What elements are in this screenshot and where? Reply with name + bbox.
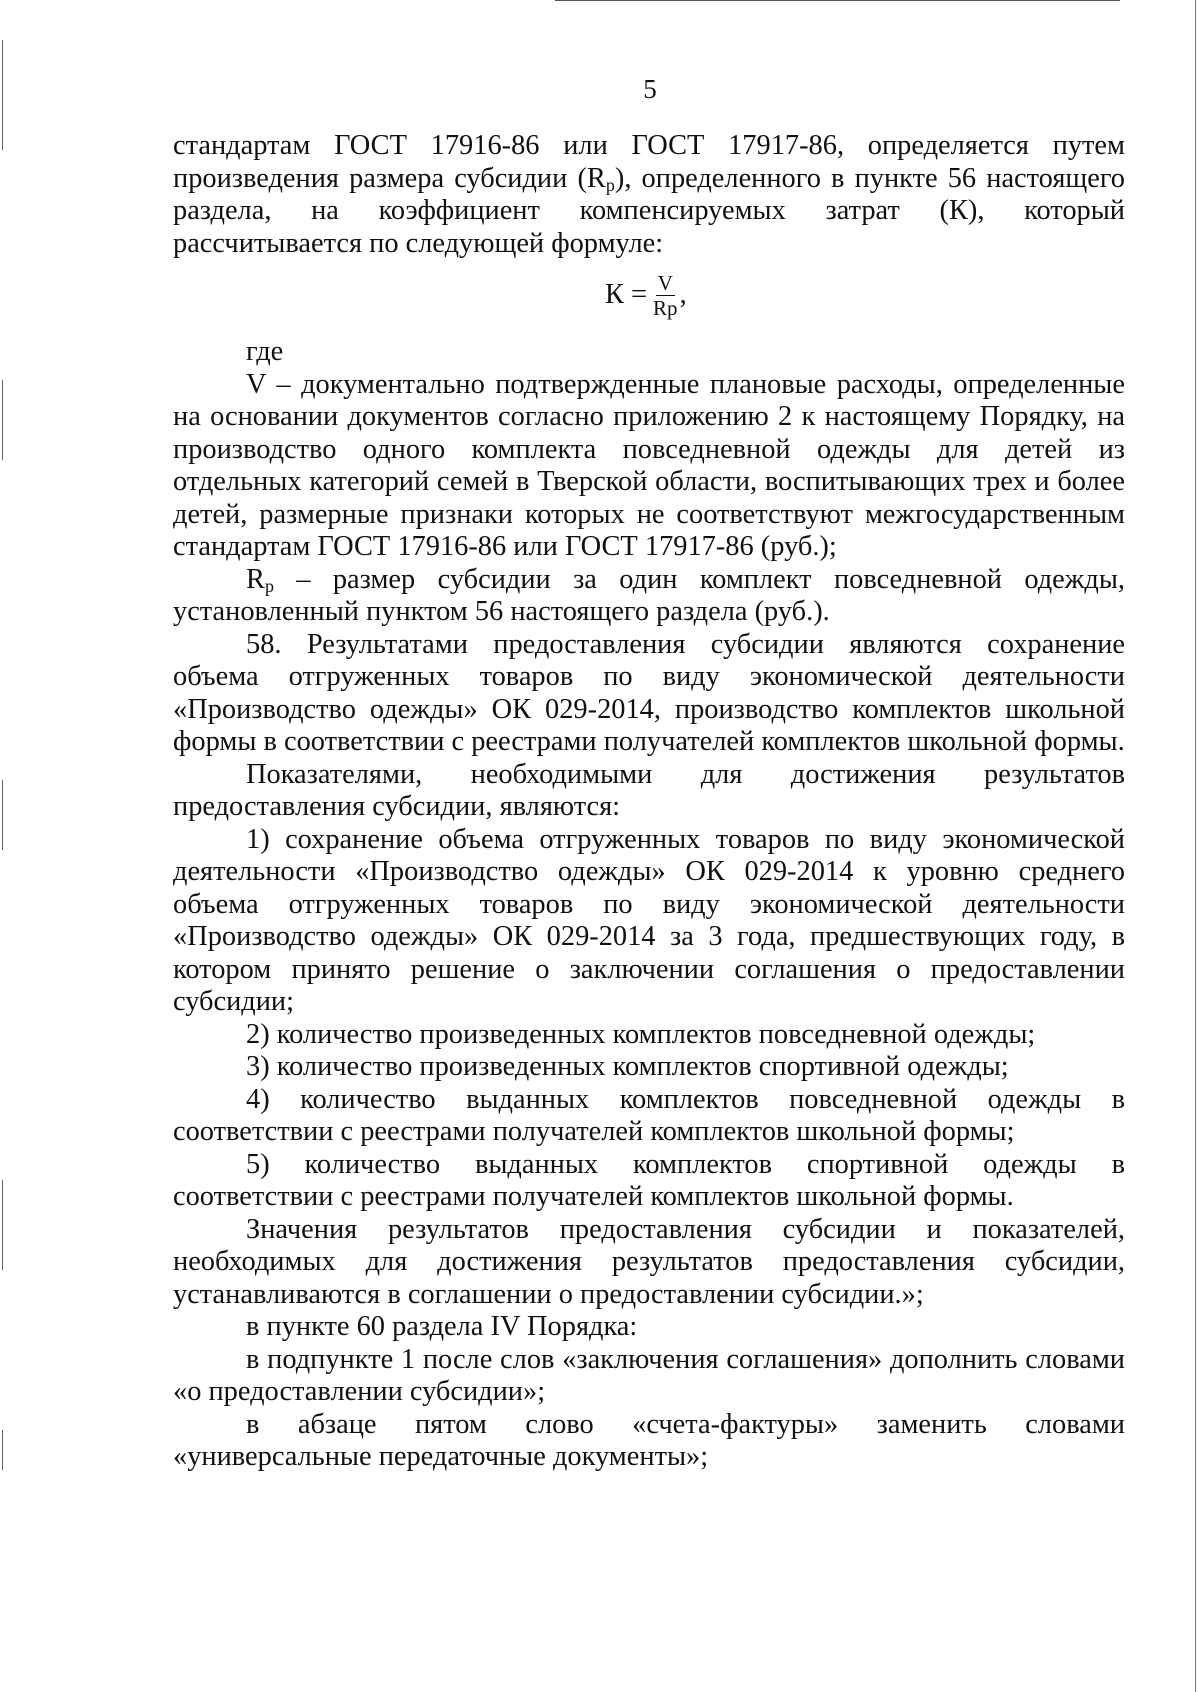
subscript-p: р (605, 174, 615, 195)
paragraph-5-amendment: в абзаце пятом слово «счета-фактуры» заменить словами «универсальные передаточные документы»; (173, 1408, 1125, 1472)
paragraph-58: 58. Результатами предоставления субсидии являются сохранение объема отгруженных товаров по виду экономической деятельности «Производство одежды» ОК 029-2014, производство комплектов школьной формы в соответствии с реестрами получателей комплектов школьной формы. (173, 628, 1125, 757)
definition-rp (173, 564, 1125, 629)
formula-numerator: V (657, 271, 673, 295)
scan-edge-left-3 (2, 780, 3, 850)
rp-subscript: р (264, 575, 274, 596)
indicator-item-1: 1) сохранение объема отгруженных товаров по виду экономической деятельности «Производство одежды» ОК 029-2014 к уровню среднего объема отгруженных товаров по виду экономической деятельности «Производство одежды» ОК 029-2014 за 3 года, предшествующих году, в котором принято решение о заключении соглашения о предоставлении субсидии; (173, 823, 1125, 1017)
scan-edge-left-4 (2, 1180, 3, 1270)
rp-letter: R (246, 563, 265, 595)
indicator-item-3: 3) количество произведенных комплектов спортивной одежды; (246, 1051, 1009, 1082)
indicator-item-5: 5) количество выданных комплектов спортивной одежды в соответствии с реестрами получателей комплектов школьной формы. (173, 1148, 1125, 1212)
document-body (173, 130, 1125, 1474)
scan-edge-top (555, 0, 1120, 1)
formula-expression (605, 272, 687, 319)
page-number: 5 (643, 74, 657, 104)
scan-edge-right (1195, 0, 1196, 1692)
indicator-item-4: 4) количество выданных комплектов повседневной одежды в соответствии с реестрами получателей комплектов школьной формы; (173, 1083, 1125, 1147)
paragraph-formula-intro-tail: ), определенного в пункте 56 настоящего раздела, на коэффициент компенсируемых затрат (К), который рассчитывается по следующей формуле: (173, 162, 1125, 259)
formula-denominator: Rp (653, 296, 678, 320)
formula-trailing-comma: , (679, 279, 687, 311)
scan-edge-left-2 (2, 380, 3, 460)
definition-rp-text: – размер субсидии за один комплект повседневной одежды, установленный пунктом 56 настоящего раздела (руб.). (173, 563, 1125, 627)
formula-lhs: К = (605, 279, 648, 311)
coefficient-formula (173, 260, 1125, 336)
paragraph-formula-intro (173, 130, 1125, 260)
where-label: где (246, 336, 284, 367)
paragraph-formula-intro-text: стандартам ГОСТ 17916-86 или ГОСТ 17917-86, определяется путем произведения размера субсидии (R (173, 130, 1125, 194)
scan-edge-left-5 (2, 1430, 3, 1470)
values-paragraph: Значения результатов предоставления субсидии и показателей, необходимых для достижения результатов предоставления субсидии, устанавливаются в соглашении о предоставлении субсидии.»; (173, 1213, 1125, 1310)
formula-fraction (653, 272, 678, 319)
point-60-paragraph: в пункте 60 раздела IV Порядка: (246, 1311, 638, 1342)
indicators-intro: Показателями, необходимыми для достижения результатов предоставления субсидии, являются: (173, 758, 1125, 822)
definition-v: V – документально подтвержденные плановые расходы, определенные на основании документов согласно приложению 2 к настоящему Порядку, на производство одного комплекта повседневной одежды для детей из отдельных категорий семей в Тверской области, воспитывающих трех и более детей, размерные признаки которых не соответствуют межгосударственным стандартам ГОСТ 17916-86 или ГОСТ 17917-86 (руб.); (173, 368, 1125, 562)
indicator-item-2: 2) количество произведенных комплектов повседневной одежды; (246, 1018, 1036, 1050)
subpoint-1-paragraph: в подпункте 1 после слов «заключения соглашения» дополнить словами «о предоставлении субсидии»; (173, 1343, 1125, 1407)
